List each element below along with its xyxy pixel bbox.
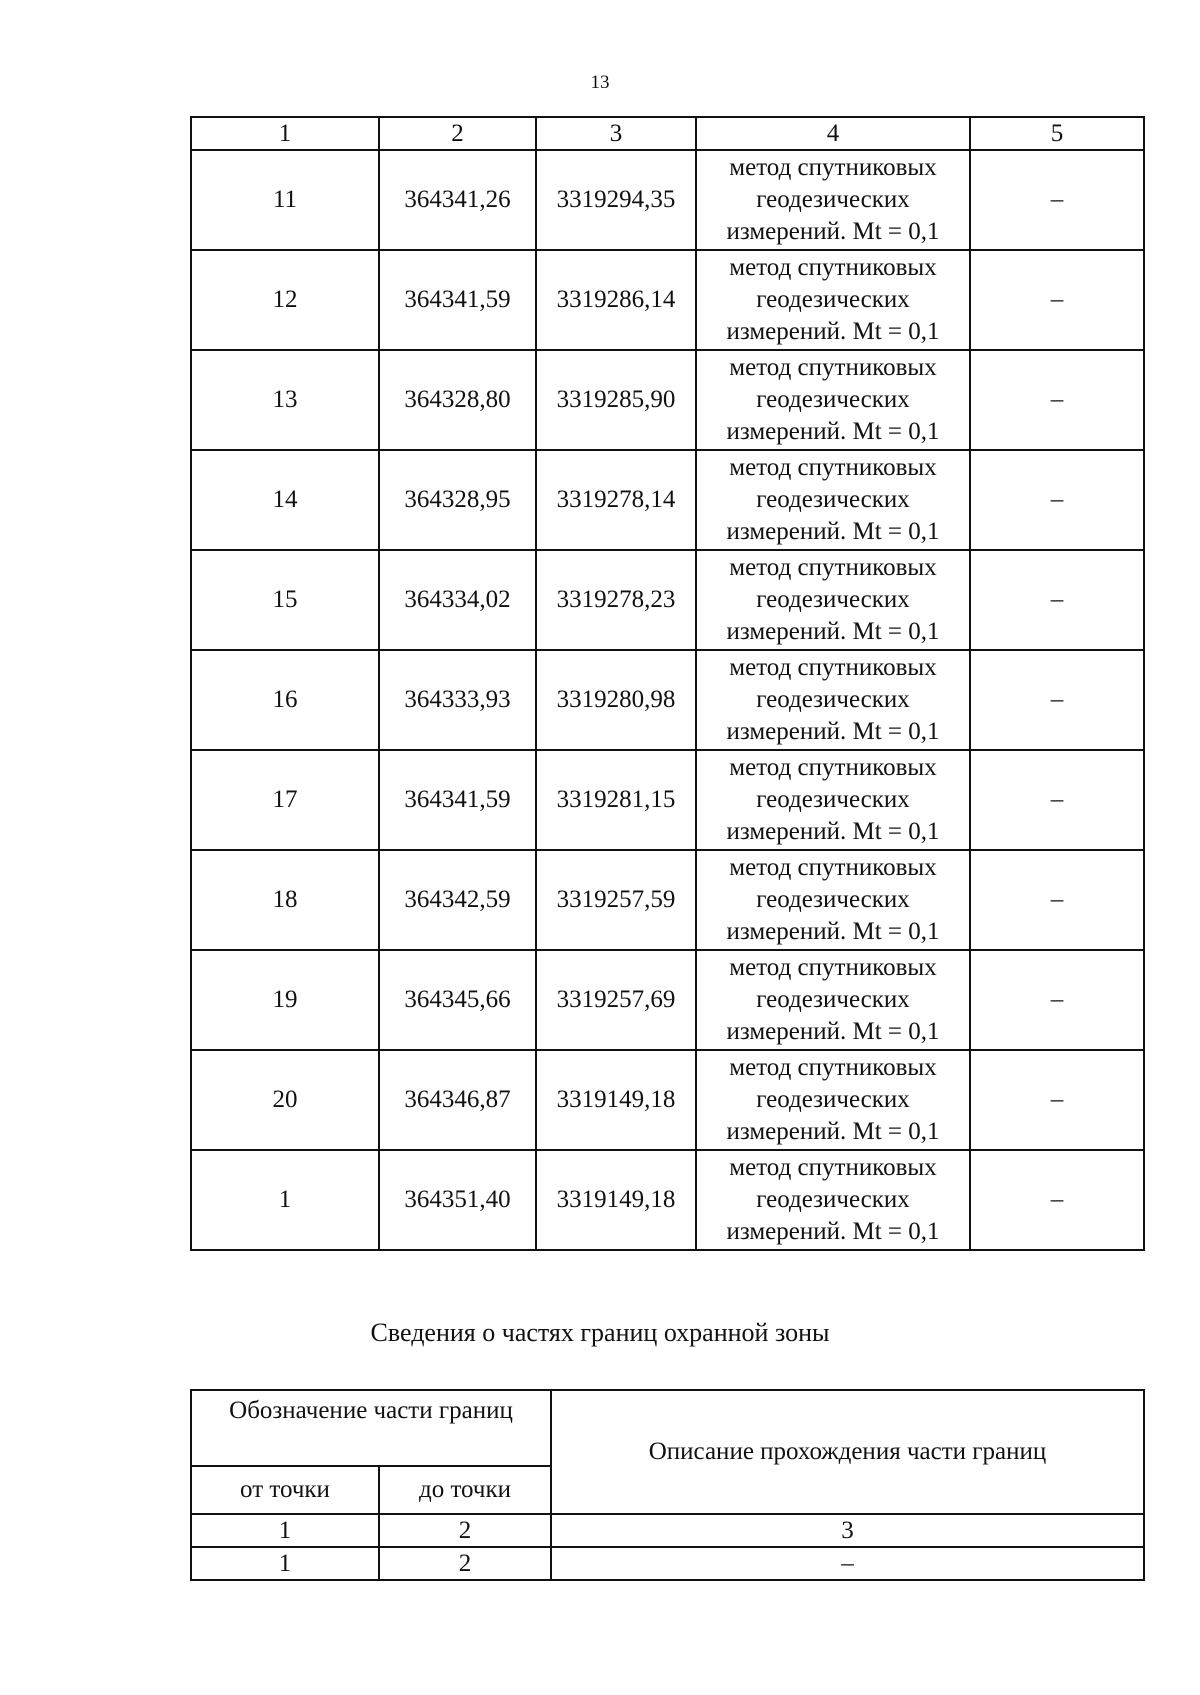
point-number: 12 [191,250,379,350]
y-coordinate: 3319278,23 [536,550,696,650]
column-number: 3 [536,117,696,150]
determination-method [696,550,970,650]
column-number: 4 [696,117,970,150]
y-coordinate: 3319257,69 [536,950,696,1050]
column-number-row [191,117,1144,150]
method-line: геодезических [756,886,910,913]
point-number: 17 [191,750,379,850]
point-description: – [970,1050,1144,1150]
x-coordinate: 364341,26 [379,150,536,250]
table-row [191,850,1144,950]
method-line: метод спутниковых [729,454,937,481]
y-coordinate: 3319281,15 [536,750,696,850]
point-number: 14 [191,450,379,550]
table-row [191,1150,1144,1250]
point-number: 11 [191,150,379,250]
method-line: метод спутниковых [729,1054,937,1081]
y-coordinate: 3319278,14 [536,450,696,550]
method-line: геодезических [756,586,910,613]
method-line: геодезических [756,686,910,713]
point-description: – [970,750,1144,850]
determination-method [696,250,970,350]
method-line: метод спутниковых [729,854,937,881]
point-description: – [970,950,1144,1050]
point-number: 20 [191,1050,379,1150]
point-description: – [970,650,1144,750]
y-coordinate: 3319280,98 [536,650,696,750]
determination-method [696,350,970,450]
table-row [191,1050,1144,1150]
determination-method [696,450,970,550]
y-coordinate: 3319149,18 [536,1150,696,1250]
page-number: 13 [590,72,610,93]
method-line: измерений. Mt = 0,1 [726,818,940,845]
method-line: измерений. Mt = 0,1 [726,518,940,545]
point-number: 13 [191,350,379,450]
method-line: метод спутниковых [729,654,937,681]
x-coordinate: 364341,59 [379,250,536,350]
x-coordinate: 364334,02 [379,550,536,650]
method-line: геодезических [756,186,910,213]
table-row [191,450,1144,550]
point-description: – [970,1150,1144,1250]
table-row [191,250,1144,350]
point-description: – [970,150,1144,250]
point-number: 19 [191,950,379,1050]
table-row [191,750,1144,850]
method-line: измерений. Mt = 0,1 [726,718,940,745]
boundary-parts-table [190,1389,1145,1581]
header-row [191,1390,1144,1466]
from-point: 1 [191,1547,379,1580]
column-number: 1 [191,117,379,150]
method-line: метод спутниковых [729,954,937,981]
method-line: измерений. Mt = 0,1 [726,1218,940,1245]
method-line: геодезических [756,386,910,413]
method-line: геодезических [756,786,910,813]
x-coordinate: 364346,87 [379,1050,536,1150]
point-description: – [970,850,1144,950]
designation-header: Обозначение части границ [191,1390,551,1466]
method-line: метод спутниковых [729,254,937,281]
method-line: геодезических [756,986,910,1013]
x-coordinate: 364342,59 [379,850,536,950]
method-line: метод спутниковых [729,354,937,381]
method-line: измерений. Mt = 0,1 [726,218,940,245]
determination-method [696,950,970,1050]
table-row [191,550,1144,650]
table-row [191,150,1144,250]
column-number: 1 [191,1514,379,1547]
column-number: 3 [551,1514,1144,1547]
method-line: измерений. Mt = 0,1 [726,618,940,645]
x-coordinate: 364328,80 [379,350,536,450]
x-coordinate: 364345,66 [379,950,536,1050]
point-number: 16 [191,650,379,750]
point-description: – [970,450,1144,550]
table-row [191,1547,1144,1580]
table-row [191,950,1144,1050]
method-line: измерений. Mt = 0,1 [726,1118,940,1145]
determination-method [696,650,970,750]
to-point-header: до точки [379,1466,551,1514]
column-number: 2 [379,1514,551,1547]
method-line: метод спутниковых [729,1154,937,1181]
x-coordinate: 364351,40 [379,1150,536,1250]
column-number-row [191,1514,1144,1547]
point-description: – [970,550,1144,650]
y-coordinate: 3319285,90 [536,350,696,450]
method-line: геодезических [756,1086,910,1113]
method-line: измерений. Mt = 0,1 [726,918,940,945]
point-description: – [970,350,1144,450]
determination-method [696,150,970,250]
column-number: 5 [970,117,1144,150]
table-row [191,650,1144,750]
part-description: – [551,1547,1144,1580]
point-number: 1 [191,1150,379,1250]
method-line: геодезических [756,286,910,313]
method-line: геодезических [756,1186,910,1213]
method-line: геодезических [756,486,910,513]
method-line: метод спутниковых [729,154,937,181]
method-line: измерений. Mt = 0,1 [726,418,940,445]
method-line: метод спутниковых [729,754,937,781]
table-row [191,350,1144,450]
column-number: 2 [379,117,536,150]
y-coordinate: 3319149,18 [536,1050,696,1150]
determination-method [696,750,970,850]
determination-method [696,1050,970,1150]
from-point-header: от точки [191,1466,379,1514]
y-coordinate: 3319286,14 [536,250,696,350]
method-line: метод спутниковых [729,554,937,581]
method-line: измерений. Mt = 0,1 [726,1018,940,1045]
method-line: измерений. Mt = 0,1 [726,318,940,345]
coordinates-table [190,116,1145,1251]
x-coordinate: 364328,95 [379,450,536,550]
description-header: Описание прохождения части границ [551,1390,1144,1514]
y-coordinate: 3319257,59 [536,850,696,950]
point-number: 18 [191,850,379,950]
determination-method [696,1150,970,1250]
point-number: 15 [191,550,379,650]
y-coordinate: 3319294,35 [536,150,696,250]
section-title: Сведения о частях границ охранной зоны [370,1318,830,1347]
to-point: 2 [379,1547,551,1580]
x-coordinate: 364333,93 [379,650,536,750]
point-description: – [970,250,1144,350]
x-coordinate: 364341,59 [379,750,536,850]
determination-method [696,850,970,950]
